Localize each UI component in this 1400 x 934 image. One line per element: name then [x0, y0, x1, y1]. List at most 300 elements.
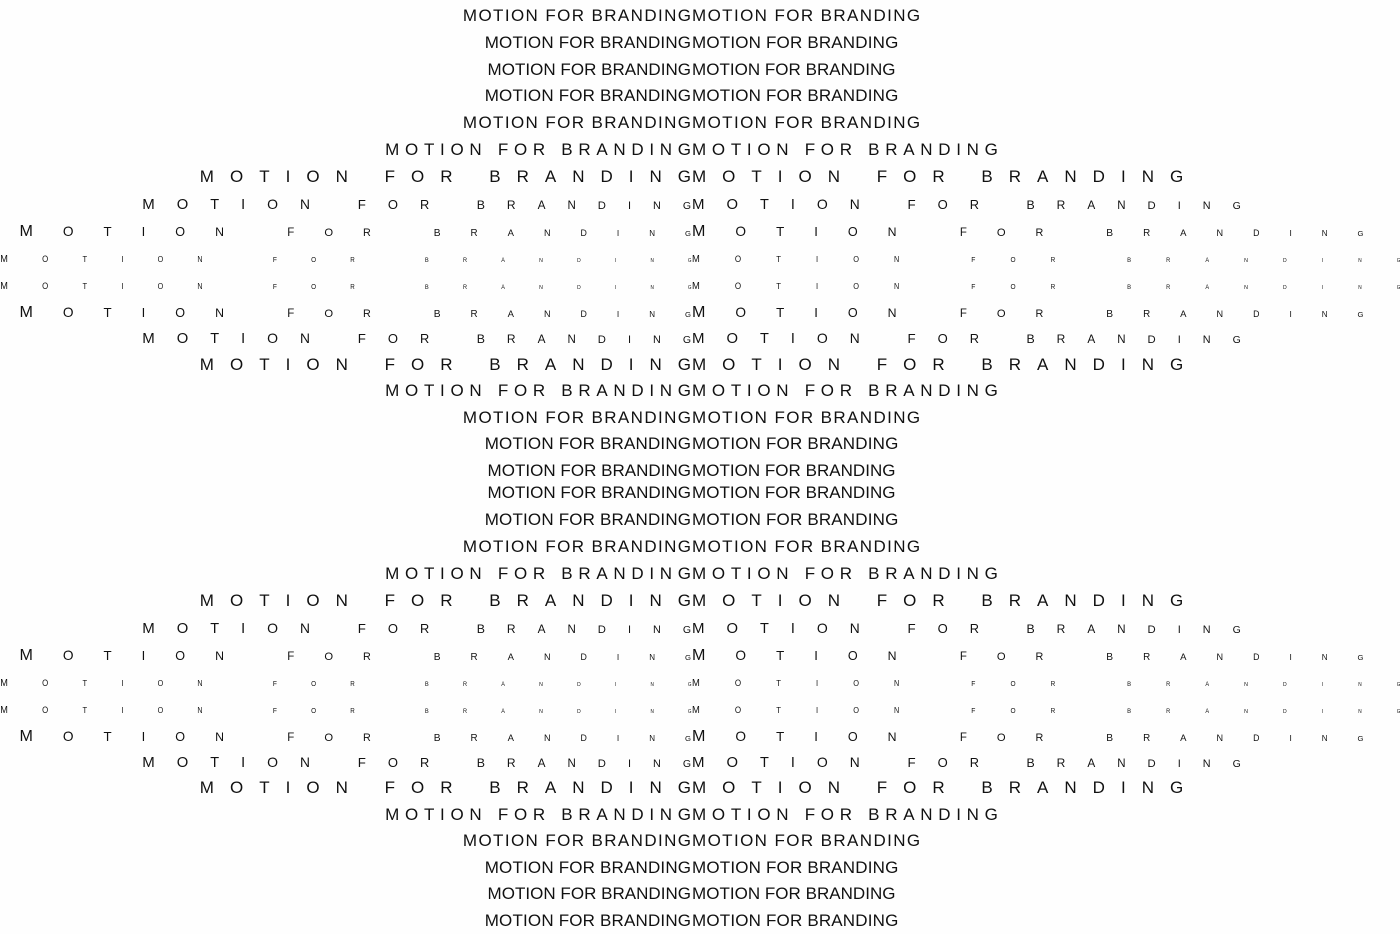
phrase-letter: R [1035, 732, 1074, 744]
phrase-letter: M [692, 778, 723, 797]
phrase-letter: F [959, 308, 997, 320]
phrase-letter: I [523, 86, 528, 105]
phrase-letter: B [820, 831, 834, 850]
phrase-letter: M [692, 330, 727, 347]
phrase-letter: B [591, 113, 605, 132]
phrase-letter: A [831, 510, 843, 529]
phrase-letter [794, 140, 804, 159]
phrase-letter: R [584, 483, 597, 502]
phrase-letter: O [735, 224, 777, 239]
phrase-letter: T [512, 911, 524, 930]
phrase-letter: N [664, 408, 678, 427]
phrase-letter: R [470, 228, 508, 239]
phrase-letter: I [141, 305, 176, 320]
phrase-letter: N [1216, 309, 1254, 319]
phrase-letter: O [387, 331, 420, 346]
phrase-letter: R [789, 86, 803, 105]
phrase-letter [332, 197, 358, 212]
phrase-letter: O [786, 831, 801, 850]
phrase-letter [551, 140, 561, 159]
phrase-letter: I [1289, 309, 1322, 319]
phrase-left [463, 4, 691, 28]
phrase-letter: R [349, 681, 389, 688]
phrase-letter: N [538, 285, 577, 291]
phrase-letter: G [687, 709, 691, 715]
phrase-letter: F [764, 483, 776, 502]
phrase-letter: N [754, 408, 769, 427]
phrase-letter: M [692, 884, 707, 903]
phrase-letter [882, 197, 908, 212]
phrase-letter: O [740, 537, 755, 556]
phrase-letter: R [611, 510, 624, 529]
phrase-letter: G [882, 483, 896, 502]
phrase-letter: R [800, 408, 815, 427]
phrase-letter: N [630, 113, 645, 132]
phrase-row [0, 138, 1400, 162]
phrase-letter: D [855, 911, 868, 930]
phrase-letter: O [706, 510, 720, 529]
phrase-letter: O [527, 33, 542, 52]
phrase-letter: G [687, 258, 691, 264]
phrase-letter: R [611, 86, 624, 105]
phrase-letter: I [660, 86, 666, 105]
phrase-right [692, 31, 898, 55]
phrase-letter: O [798, 778, 828, 797]
phrase-letter: O [478, 831, 494, 850]
phrase-letter: M [0, 254, 42, 265]
phrase-letter: R [584, 884, 597, 903]
phrase-letter: N [872, 911, 886, 930]
phrase-letter: O [387, 621, 420, 636]
phrase-letter: T [730, 564, 747, 583]
phrase-letter: A [500, 257, 539, 264]
phrase-letter: D [1147, 200, 1178, 212]
phrase-letter: G [1169, 167, 1184, 186]
phrase-letter: D [597, 758, 628, 770]
phrase-letter: I [1177, 334, 1203, 346]
phrase-letter: N [966, 805, 985, 824]
phrase-letter: M [487, 60, 502, 79]
phrase-letter [794, 564, 804, 583]
phrase-letter: N [1141, 167, 1170, 186]
phrase-letter: G [677, 6, 691, 25]
phrase-letter: R [969, 621, 1001, 636]
phrase-letter: A [1205, 681, 1245, 688]
phrase-letter: N [859, 537, 874, 556]
phrase-letter: O [229, 355, 260, 374]
phrase-letter: B [868, 140, 886, 159]
phrase-letter: G [906, 537, 921, 556]
phrase-letter [934, 255, 971, 264]
phrase-letter: N [469, 805, 488, 824]
phrase-letter: B [433, 652, 471, 663]
phrase-letter: I [627, 200, 654, 212]
phrase-letter: O [816, 620, 850, 636]
phrase-letter: A [831, 434, 843, 453]
phrase-row [0, 829, 1400, 853]
phrase-letter: A [507, 228, 544, 239]
phrase-letter [858, 805, 868, 824]
phrase-letter: N [335, 778, 364, 797]
phrase-letter: O [937, 331, 970, 346]
phrase-letter: N [840, 461, 853, 480]
phrase-letter: N [1141, 591, 1170, 610]
phrase-letter: O [499, 911, 513, 930]
phrase-letter: N [541, 86, 554, 105]
phrase-letter: D [631, 140, 650, 159]
phrase-letter: O [706, 86, 720, 105]
phrase-letter: D [644, 831, 658, 850]
phrase-letter: O [726, 331, 761, 347]
phrase-letter: I [1321, 285, 1359, 291]
phrase-letter: R [419, 621, 452, 636]
phrase-letter: A [1087, 756, 1118, 770]
phrase-letter: G [677, 461, 691, 480]
phrase-letter: G [687, 285, 691, 291]
phrase-letter: I [816, 705, 854, 715]
phrase-letter: O [499, 434, 513, 453]
phrase-letter: O [711, 140, 731, 159]
phrase-letter: O [175, 306, 216, 320]
phrase-letter: N [1064, 355, 1093, 374]
phrase-letter: O [726, 621, 761, 637]
phrase-letter: I [141, 729, 176, 744]
phrase-letter: I [657, 113, 665, 132]
phrase-left [200, 776, 691, 800]
phrase-letter: D [648, 884, 661, 903]
phrase-letter: F [765, 434, 777, 453]
phrase-letter: O [711, 381, 731, 400]
phrase-letter: N [649, 591, 678, 610]
phrase-letter: G [677, 434, 691, 453]
phrase-letter: M [142, 620, 177, 637]
phrase-letter: O [776, 858, 790, 877]
phrase-letter: N [664, 831, 678, 850]
phrase-letter: I [241, 755, 268, 771]
phrase-right [692, 616, 1241, 640]
phrase-letter: T [776, 729, 815, 744]
phrase-letter: I [523, 434, 528, 453]
phrase-letter: O [157, 679, 197, 688]
phrase-letter: N [1244, 682, 1284, 688]
phrase-letter: O [410, 778, 441, 797]
phrase-letter: O [722, 355, 752, 374]
phrase-letter: O [324, 732, 364, 744]
phrase-row [0, 562, 1400, 586]
phrase-letter: I [956, 381, 967, 400]
phrase-letter: N [754, 6, 769, 25]
phrase-right [692, 670, 1400, 694]
phrase-letter: O [734, 461, 748, 480]
phrase-letter: N [636, 884, 649, 903]
phrase-letter: T [719, 483, 730, 502]
phrase-letter: F [287, 308, 325, 320]
phrase-letter: R [789, 911, 803, 930]
phrase-right [692, 84, 898, 108]
phrase-letter: A [623, 434, 636, 453]
phrase-letter: T [776, 648, 815, 663]
phrase-letter: O [410, 591, 441, 610]
phrase-letter: N [572, 167, 601, 186]
phrase-letter: G [677, 86, 691, 105]
phrase-left [19, 643, 691, 667]
phrase-letter: N [300, 621, 332, 636]
phrase-letter: G [677, 408, 691, 427]
phrase-letter: R [1056, 622, 1088, 636]
phrase-letter: N [665, 434, 678, 453]
phrase-letter: F [497, 805, 514, 824]
phrase-letter: B [489, 167, 517, 186]
phrase-letter: B [600, 434, 612, 453]
phrase-letter: I [614, 258, 650, 264]
phrase-letter: N [1117, 758, 1148, 770]
phrase-letter: D [852, 483, 866, 502]
phrase-letter: I [1120, 355, 1142, 374]
phrase-letter: N [665, 858, 678, 877]
phrase-letter: O [530, 60, 544, 79]
phrase-letter: R [363, 732, 401, 744]
phrase-letter: B [807, 911, 819, 930]
phrase-letter: O [996, 308, 1036, 320]
phrase-letter: I [1289, 228, 1322, 238]
phrase-letter: B [601, 60, 613, 79]
phrase-left [485, 432, 691, 456]
phrase-letter: O [820, 564, 840, 583]
phrase-letter: I [616, 228, 650, 238]
phrase-letter: O [734, 678, 777, 688]
phrase-letter: F [774, 831, 787, 850]
phrase-letter: A [847, 537, 860, 556]
phrase-letter: O [786, 113, 801, 132]
phrase-letter: F [774, 6, 787, 25]
phrase-letter: N [966, 381, 985, 400]
phrase-letter: O [816, 196, 850, 212]
phrase-letter: I [733, 831, 741, 850]
phrase-letter: T [259, 167, 286, 186]
phrase-letter: N [649, 734, 686, 743]
phrase-letter: N [776, 140, 795, 159]
phrase-letter: B [601, 483, 613, 502]
phrase-letter: N [665, 911, 678, 930]
phrase-letter: R [1035, 227, 1074, 239]
phrase-letter: N [665, 510, 678, 529]
phrase-left [385, 379, 691, 403]
phrase-letter: I [504, 408, 511, 427]
phrase-letter: O [798, 167, 828, 186]
phrase-letter: G [1232, 200, 1241, 212]
phrase-letter: R [833, 537, 848, 556]
phrase-letter: R [419, 197, 452, 212]
phrase-letter: N [469, 564, 488, 583]
phrase-left [488, 58, 691, 82]
phrase-letter [882, 755, 908, 770]
phrase-letter: M [462, 537, 479, 556]
phrase-letter: O [157, 706, 197, 715]
phrase-left [463, 406, 691, 430]
phrase-letter: N [887, 730, 927, 744]
phrase-letter: N [541, 858, 554, 877]
phrase-letter: O [310, 282, 350, 291]
phrase-letter: M [692, 727, 736, 745]
phrase-letter: R [816, 461, 830, 480]
phrase-letter: N [665, 461, 678, 480]
phrase-letter [961, 778, 982, 797]
phrase-letter: O [722, 591, 752, 610]
phrase-letter [389, 681, 425, 688]
phrase-letter: N [543, 309, 581, 319]
phrase-letter: I [628, 167, 650, 186]
phrase-letter: N [525, 537, 540, 556]
phrase-letter: O [757, 381, 777, 400]
phrase-letter [1001, 198, 1026, 212]
phrase-letter [364, 591, 385, 610]
phrase-letter [1073, 651, 1106, 663]
phrase-letter [856, 355, 877, 374]
phrase-letter: G [906, 6, 921, 25]
phrase-letter: B [591, 537, 605, 556]
phrase-letter: R [818, 33, 832, 52]
phrase-letter: B [1106, 652, 1144, 663]
phrase-letter: M [142, 330, 177, 347]
phrase-letter: O [853, 706, 894, 715]
phrase-letter [551, 564, 561, 583]
phrase-letter: T [719, 858, 731, 877]
phrase-letter: G [1396, 709, 1400, 715]
phrase-letter: O [62, 648, 104, 663]
phrase-right [692, 459, 895, 483]
phrase-letter: I [523, 858, 528, 877]
phrase-letter: O [569, 33, 583, 52]
phrase-letter: T [776, 224, 815, 239]
phrase-right [692, 379, 998, 403]
phrase-letter: O [937, 621, 970, 636]
phrase-right [692, 326, 1241, 350]
phrase-letter: O [735, 434, 749, 453]
phrase-letter [401, 308, 434, 320]
phrase-letter: N [653, 200, 683, 212]
phrase-letter: O [527, 911, 542, 930]
phrase-letter: N [525, 113, 540, 132]
phrase-letter: I [865, 60, 870, 79]
phrase-letter: G [677, 537, 691, 556]
phrase-letter: O [478, 6, 494, 25]
phrase-letter [856, 591, 877, 610]
phrase-letter: I [616, 309, 650, 319]
phrase-letter: D [631, 805, 650, 824]
phrase-letter [487, 140, 497, 159]
phrase-letter: R [818, 858, 832, 877]
phrase-letter: N [653, 334, 683, 346]
phrase-right [692, 776, 1183, 800]
phrase-letter: T [751, 778, 778, 797]
phrase-letter: I [814, 224, 848, 239]
phrase-letter: G [682, 200, 691, 212]
phrase-letter: N [869, 884, 883, 903]
phrase-letter: O [41, 705, 82, 715]
phrase-letter: T [259, 591, 286, 610]
phrase-letter: F [971, 679, 1011, 688]
phrase-letter: N [827, 167, 857, 186]
phrase-letter [961, 167, 982, 186]
phrase-letter: N [887, 649, 927, 663]
phrase-letter: A [903, 564, 921, 583]
phrase-letter: N [1202, 758, 1233, 770]
phrase-right [692, 535, 920, 559]
phrase-letter: N [842, 911, 856, 930]
phrase-letter: M [692, 858, 707, 877]
phrase-letter: I [730, 858, 736, 877]
phrase-letter: R [1166, 708, 1206, 715]
phrase-letter: O [734, 281, 777, 291]
phrase-letter: R [885, 805, 904, 824]
phrase-letter: B [1127, 681, 1167, 688]
phrase-letter: M [692, 222, 736, 240]
phrase-letter: F [287, 651, 325, 663]
phrase-letter: A [831, 858, 843, 877]
phrase-letter: O [707, 113, 723, 132]
phrase-letter: R [1056, 756, 1088, 770]
phrase-letter: A [617, 6, 631, 25]
phrase-letter: B [981, 167, 1009, 186]
phrase-letter: R [788, 60, 801, 79]
phrase-letter: I [777, 167, 799, 186]
phrase-row [0, 724, 1400, 748]
phrase-letter: R [419, 755, 452, 770]
phrase-letter: M [19, 222, 63, 240]
phrase-letter: I [867, 858, 873, 877]
phrase-letter: R [789, 33, 803, 52]
phrase-letter: D [644, 6, 658, 25]
phrase-letter: T [776, 305, 815, 320]
phrase-left [200, 165, 691, 189]
phrase-letter: N [748, 911, 762, 930]
phrase-letter: R [363, 227, 401, 239]
phrase-left [385, 803, 691, 827]
phrase-letter: N [630, 537, 645, 556]
phrase-letter: I [867, 33, 873, 52]
phrase-letter: N [872, 510, 886, 529]
phrase-letter: D [631, 564, 650, 583]
phrase-letter: O [513, 564, 533, 583]
phrase-letter: A [847, 408, 860, 427]
phrase-letter [236, 255, 272, 264]
phrase-letter: N [469, 381, 488, 400]
phrase-letter: O [499, 510, 513, 529]
phrase-letter: N [525, 408, 540, 427]
phrase-letter: R [969, 331, 1001, 346]
phrase-letter: N [1202, 334, 1233, 346]
phrase-letter: R [818, 510, 832, 529]
phrase-row [0, 643, 1400, 667]
phrase-letter [254, 730, 287, 744]
phrase-letter: M [484, 510, 500, 529]
phrase-letter: N [747, 60, 761, 79]
phrase-letter [882, 331, 908, 346]
phrase-letter: O [405, 805, 424, 824]
phrase-letter: D [1253, 228, 1290, 238]
phrase-letter: D [648, 483, 661, 502]
phrase-right [692, 432, 898, 456]
phrase-letter: B [981, 355, 1009, 374]
phrase-letter: N [1358, 682, 1397, 688]
phrase-letter: O [557, 831, 572, 850]
phrase-letter: R [818, 911, 832, 930]
phrase-letter [934, 282, 971, 291]
phrase-letter: O [501, 461, 515, 480]
phrase-row [0, 4, 1400, 28]
phrase-letter: F [764, 60, 776, 79]
phrase-letter: M [692, 254, 735, 265]
